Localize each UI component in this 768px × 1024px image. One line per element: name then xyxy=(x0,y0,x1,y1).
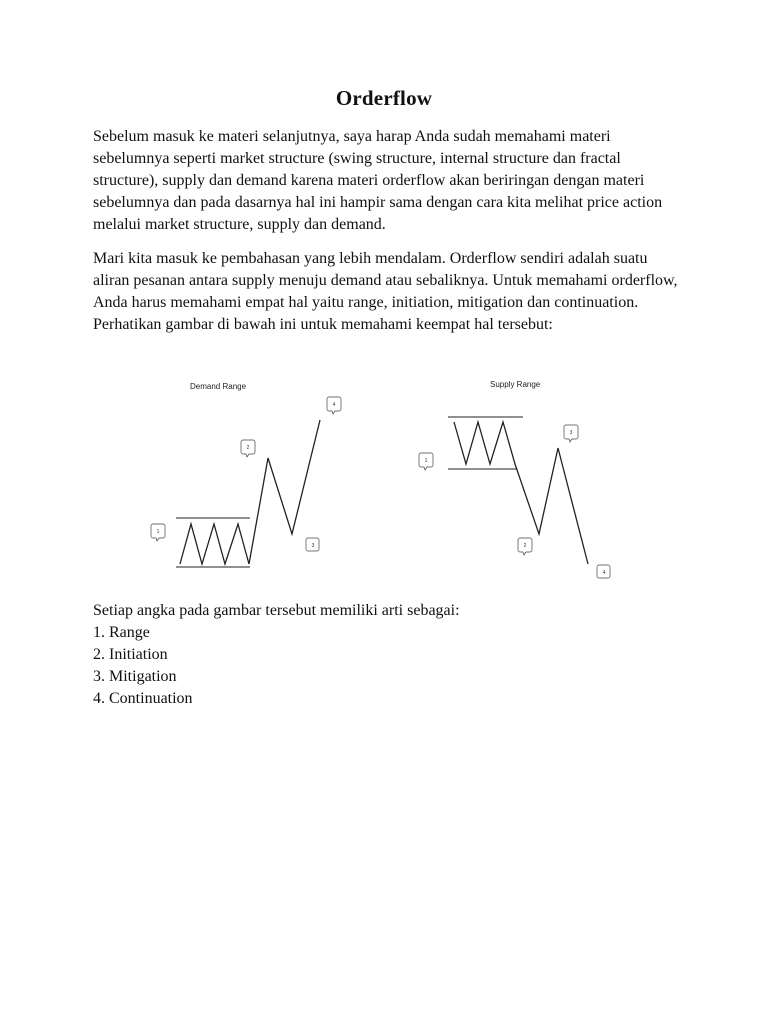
demand-marker-3 xyxy=(306,538,319,551)
list-item: 1. Range xyxy=(93,624,150,641)
meaning-list xyxy=(93,622,193,710)
orderflow-diagram xyxy=(140,372,630,587)
supply-marker-3-number: 3 xyxy=(569,430,573,436)
demand-marker-4-number: 4 xyxy=(332,402,336,408)
list-item: 4. Continuation xyxy=(93,690,193,707)
supply-marker-2-number: 2 xyxy=(523,543,527,549)
list-item: 3. Mitigation xyxy=(93,668,177,685)
supply-marker-4-number: 4 xyxy=(602,570,606,576)
supply-marker-3 xyxy=(564,425,578,442)
demand-range-label: Demand Range xyxy=(190,382,247,391)
demand-marker-1-number: 1 xyxy=(156,529,160,535)
list-intro: Setiap angka pada gambar tersebut memiliki arti sebagai: xyxy=(93,602,460,619)
orderflow-figure xyxy=(140,372,630,587)
demand-marker-2 xyxy=(241,440,255,457)
supply-marker-1 xyxy=(419,453,433,470)
demand-marker-2-number: 2 xyxy=(246,445,250,451)
supply-marker-4 xyxy=(597,565,610,578)
paragraph-orderflow: Mari kita masuk ke pembahasan yang lebih mendalam. Orderflow sendiri adalah suatu aliran pesanan antara supply menuju demand atau sebaliknya. Untuk memahami orderflow, Anda harus memahami empat hal yaitu range, initiation, mitigation dan continuation. Perhatikan gambar di bawah ini untuk memahami keempat hal tersebut: xyxy=(93,250,678,333)
page-title: Orderflow xyxy=(335,86,433,110)
demand-marker-1 xyxy=(151,524,165,541)
supply-range-label: Supply Range xyxy=(490,380,541,389)
supply-marker-1-number: 1 xyxy=(424,458,428,464)
paragraph-intro: Sebelum masuk ke materi selanjutnya, saya harap Anda sudah memahami materi sebelumnya seperti market structure (swing structure, internal structure dan fractal structure), supply dan demand karena materi orderflow akan beriringan dengan materi sebelumnya dan pada dasarnya hal ini hampir sama dengan cara kita melihat price action melalui market structure, supply dan demand. xyxy=(93,128,663,233)
list-item: 2. Initiation xyxy=(93,646,168,663)
demand-marker-4 xyxy=(327,397,341,414)
supply-marker-2 xyxy=(518,538,532,555)
demand-marker-3-number: 3 xyxy=(311,543,315,549)
